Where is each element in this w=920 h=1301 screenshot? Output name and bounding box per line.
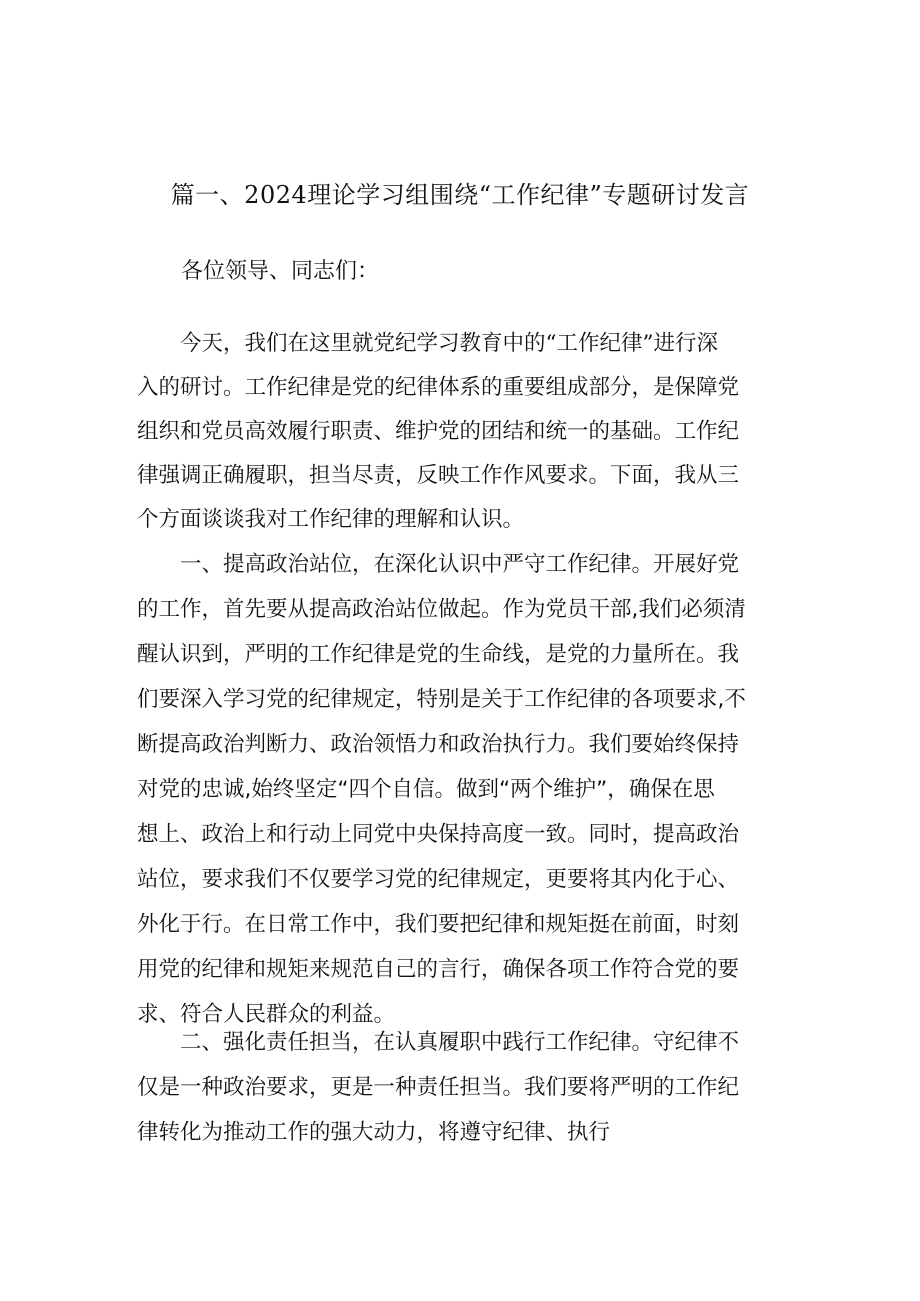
paragraph-line: 律强调正确履职，担当尽责，反映工作作风要求。下面，我从三 [137, 463, 740, 488]
paragraph-line: 求、符合人民群众的利益。 [137, 1002, 396, 1027]
salutation: 各位领导、同志们： [181, 259, 380, 284]
paragraph-line: 今天，我们在这里就党纪学习教育中的“工作纪律”进行深 [180, 331, 718, 356]
paragraph-line: 组织和党员高效履行职责、维护党的团结和统一的基础。工作纪 [137, 419, 740, 444]
paragraph-line: 用党的纪律和规矩来规范自己的言行，确保各项工作符合党的要 [137, 957, 740, 982]
paragraph-line: 们要深入学习党的纪律规定，特别是关于工作纪律的各项要求,不 [137, 687, 746, 712]
paragraph-line: 仅是一种政治要求，更是一种责任担当。我们要将严明的工作纪 [137, 1075, 740, 1100]
intro-paragraph [137, 322, 787, 542]
paragraph-line: 想上、政治上和行动上同党中央保持高度一致。同时，提高政治 [137, 822, 740, 847]
section-two-paragraph [137, 1020, 787, 1155]
paragraph-line: 站位，要求我们不仅要学习党的纪律规定，更要将其内化于心、 [137, 867, 740, 892]
paragraph-line: 入的研讨。工作纪律是党的纪律体系的重要组成部分，是保障党 [137, 375, 740, 400]
paragraph-line: 对党的忠诚,始终坚定“四个自信。做到“两个维护”，确保在思 [137, 777, 715, 802]
paragraph-line: 外化于行。在日常工作中，我们要把纪律和规矩挺在前面，时刻 [137, 912, 740, 937]
paragraph-line: 断提高政治判断力、政治领悟力和政治执行力。我们要始终保持 [137, 732, 740, 757]
paragraph-line: 的工作，首先要从提高政治站位做起。作为党员干部,我们必须清 [137, 597, 746, 622]
paragraph-line: 醒认识到，严明的工作纪律是党的生命线，是党的力量所在。我 [137, 642, 740, 667]
document-title: 篇一、2024理论学习组围绕“工作纪律”专题研讨发言 [170, 181, 750, 209]
paragraph-line: 个方面谈谈我对工作纪律的理解和认识。 [137, 507, 525, 532]
paragraph-line: 二、强化责任担当，在认真履职中践行工作纪律。守纪律不 [180, 1030, 740, 1055]
paragraph-line: 一、提高政治站位，在深化认识中严守工作纪律。开展好党 [180, 552, 740, 577]
paragraph-line: 律转化为推动工作的强大动力，将遵守纪律、执行 [137, 1120, 611, 1145]
section-one-paragraph [137, 542, 787, 1037]
